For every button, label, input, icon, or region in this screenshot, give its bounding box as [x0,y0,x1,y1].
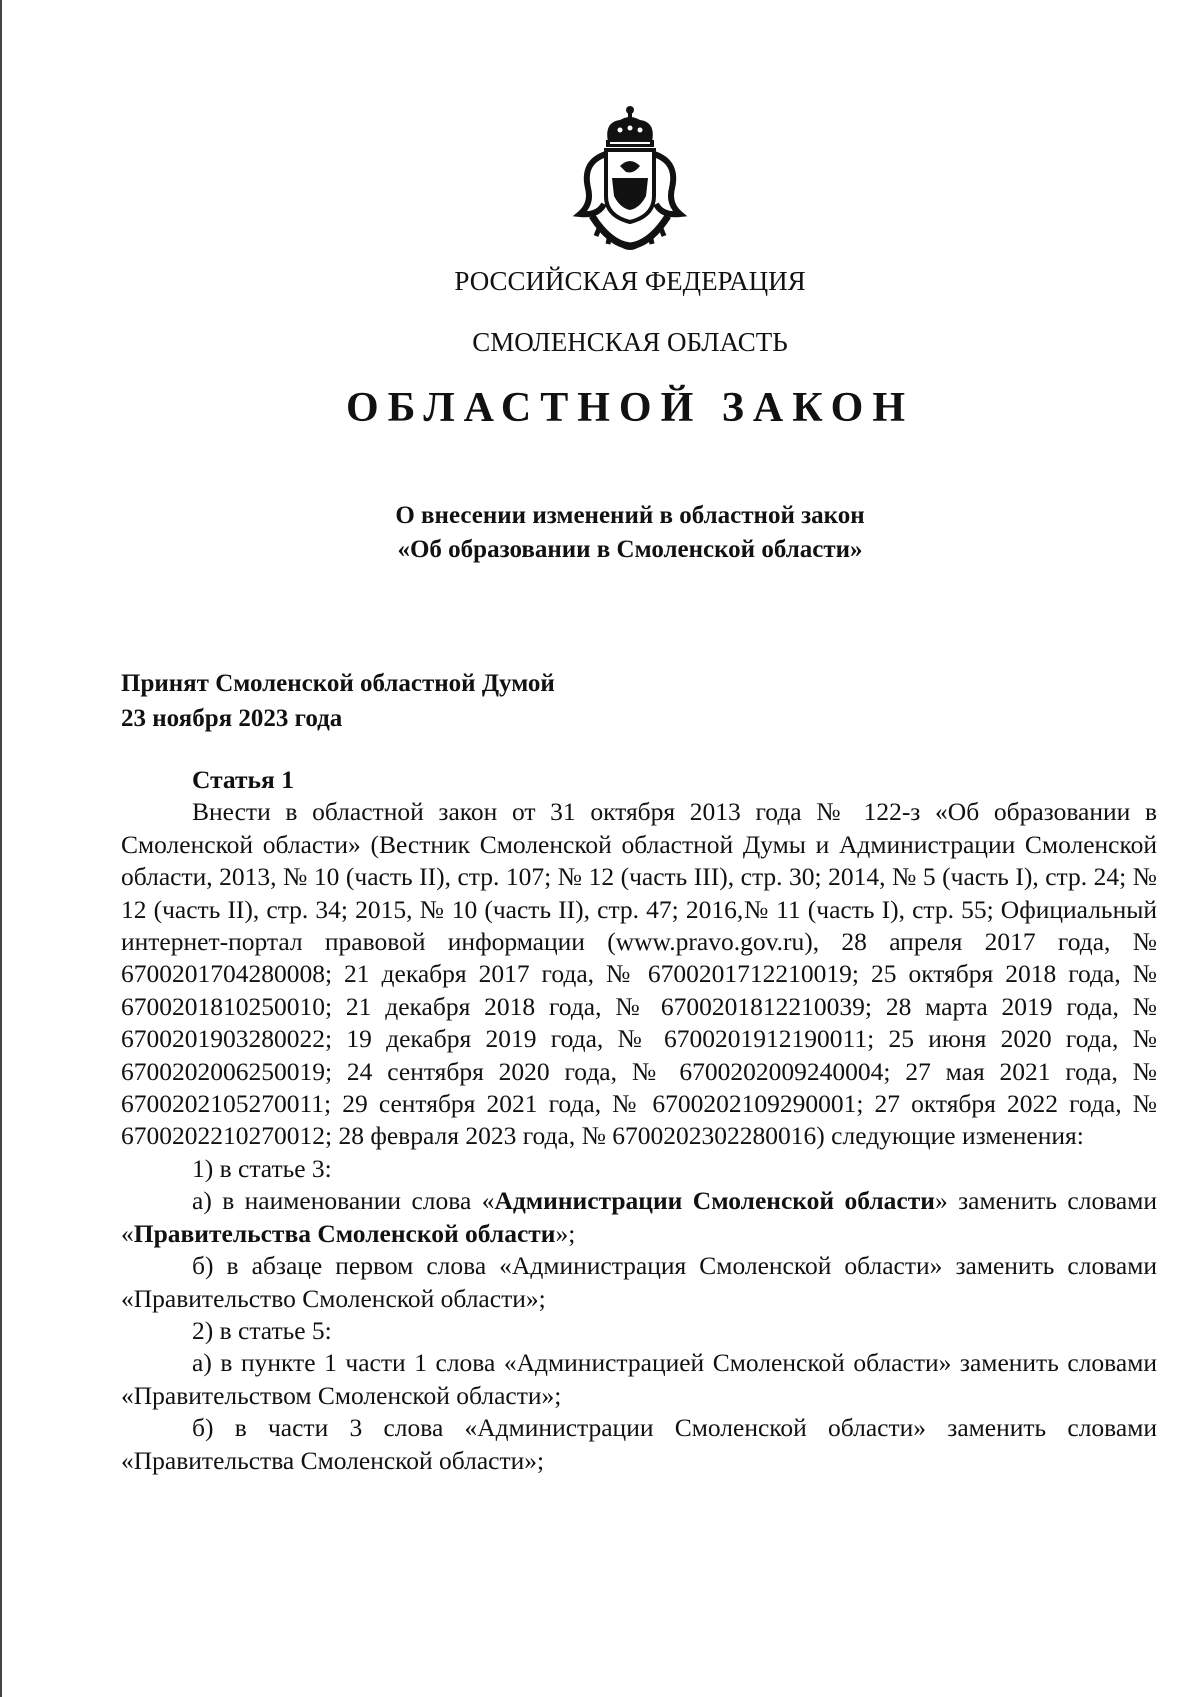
law-title [0,499,1200,567]
adoption-body: Принят Смоленской областной Думой [121,670,555,697]
item-1a-text-end: »; [555,1218,576,1248]
document-type-heading: ОБЛАСТНОЙ ЗАКОН [345,385,915,431]
item-2b: б) в части 3 слова «Администрации Смоленской области» заменить словами «Правительства Смоленской области»; [121,1413,1157,1475]
law-title-line-2: «Об образовании в Смоленской области» [397,536,863,563]
item-1a-text: а) в наименовании слова « [192,1186,495,1216]
item-1a [121,1185,1157,1250]
page-edge [0,0,2,1697]
law-title-line-1: О внесении изменений в областной закон [395,502,865,529]
article-intro-paragraph: Внести в областной закон от 31 октября 2013 года № 122-з «Об образовании в Смоленской области» (Вестник Смоленской областной Думы и Администрации Смоленской области, 2013, № 10 (часть II), стр. 107; № 12 (часть III), стр. 30; 2014, № 5 (часть I), стр. 24; № 12 (часть II), стр. 34; 2015, № 10 (часть II), стр. 47; 2016,№ 11 (часть I), стр. 55; Официальный интернет-портал правовой информации (www.pravo.gov.ru), 28 апреля 2017 года, № 6700201704280008; 21 декабря 2017 года, № 6700201712210019; 25 октября 2018 года, № 6700201810250010; 21 декабря 2018 года, № 6700201812210039; 28 марта 2019 года, № 6700201903280022; 19 декабря 2019 года, № 6700201912190011; 25 июня 2020 года, № 6700202006250019; 24 сентября 2020 года, № 6700202009240004; 27 мая 2021 года, № 6700202105270011; 29 сентября 2021 года, № 6700202109290001; 27 октября 2022 года, № 6700202210270012; 28 февраля 2023 года, № 6700202302280016) следующие изменения: [121,797,1157,1151]
region-header: СМОЛЕНСКАЯ ОБЛАСТЬ [472,327,788,357]
item-2: 2) в статье 5: [192,1315,332,1345]
article-body [121,764,1157,1477]
item-1b: б) в абзаце первом слова «Администрация Смоленской области» заменить словами «Правительство Смоленской области»; [121,1251,1157,1313]
adoption-note [121,666,555,736]
adoption-date: 23 ноября 2023 года [121,705,343,732]
item-1a-text-mid: » заменить словами « [121,1186,1157,1248]
item-1a-bold-new-name: Правительства Смоленской области [133,1218,556,1248]
article-heading: Статья 1 [192,765,294,794]
item-1a-bold-old-name: Администрации Смоленской области [494,1186,935,1216]
country-header: РОССИЙСКАЯ ФЕДЕРАЦИЯ [454,266,806,296]
coat-of-arms-icon [570,104,690,254]
item-1: 1) в статье 3: [192,1153,332,1183]
item-2a: а) в пункте 1 части 1 слова «Администрацией Смоленской области» заменить словами «Правительством Смоленской области»; [121,1348,1157,1410]
